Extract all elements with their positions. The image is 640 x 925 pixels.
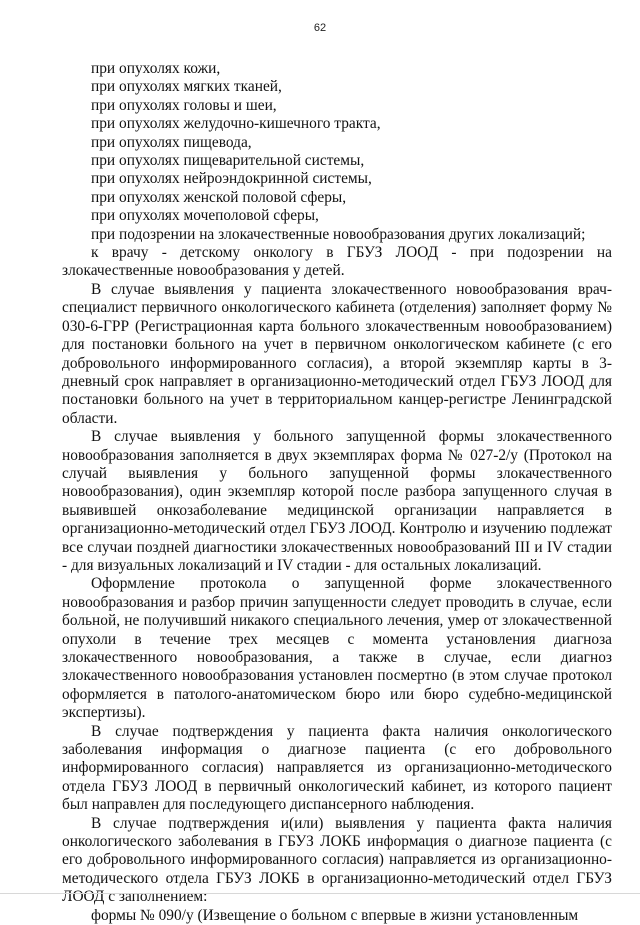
- paragraph-confirmation-lokb: В случае подтверждения и(или) выявления у пациента факта наличия онкологического заболевания в ГБУЗ ЛОКБ информация о диагнозе пациента (с его добровольного информированного согласия) направляется из организационно-методического отдела ГБУЗ ЛОКБ в организационно-методический отдел ГБУЗ ЛООД с заполнением:: [62, 814, 612, 906]
- document-body: [62, 60, 612, 925]
- list-item: при опухолях кожи,: [91, 60, 221, 77]
- list-item: при опухолях головы и шеи,: [91, 96, 277, 114]
- page-bottom-divider: [0, 893, 640, 894]
- list-item: при опухолях женской половой сферы,: [91, 188, 347, 206]
- list-item: при опухолях нейроэндокринной системы,: [91, 170, 372, 188]
- list-item: при опухолях пищевода,: [91, 133, 252, 151]
- paragraph-registration: В случае выявления у пациента злокачественного новообразования врач-специалист первичного онкологического кабинета (отделения) заполняет форму № 030-6-ГРР (Регистрационная карта больного злокачественным новообразованием) для постановки больного на учет в первичном онкологическом кабинете (с его добровольного информированного согласия), а второй экземпляр карты в 3-дневный срок направляет в организационно-методический отдел ГБУЗ ЛООД для постановки больного на учет в территориальном канцер-регистре Ленинградской области.: [62, 280, 612, 427]
- list-item: при опухолях мягких тканей,: [91, 78, 282, 96]
- list-item: при опухолях мочеполовой сферы,: [91, 207, 319, 225]
- list-item: при подозрении на злокачественные новообразования других локализаций;: [91, 225, 586, 243]
- paragraph-protocol: Оформление протокола о запущенной форме злокачественного новообразования и разбор причин запущенности следует проводить в случае, если больной, не получивший никакого специального лечения, умер от злокачественной опухоли в течение трех месяцев с момента установления диагноза злокачественного новообразования, а также в случае, если диагноз злокачественного новообразования установлен посмертно (в этом случае протокол оформляется в патолого-анатомическом бюро или бюро судебно-медицинской экспертизы).: [62, 575, 612, 722]
- page-number: 62: [313, 22, 327, 34]
- list-item: при опухолях пищеварительной системы,: [91, 152, 365, 170]
- paragraph-confirmation-lood: В случае подтверждения у пациента факта наличия онкологического заболевания информация о диагнозе пациента (с его добровольного информированного согласия) направляется из организационно-методического отдела ГБУЗ ЛООД в первичный онкологический кабинет, из которого пациент был направлен для последующего диспансерного наблюдения.: [62, 722, 612, 814]
- list-item: при опухолях желудочно-кишечного тракта,: [91, 115, 381, 133]
- paragraph-advanced-case: В случае выявления у больного запущенной формы злокачественного новообразования заполняется в двух экземплярах форма № 027-2/у (Протокол на случай выявления у больного запущенной формы злокачественного новообразования), один экземпляр которой после разбора запущенного случая в выявившей онкозаболевание медицинской организации направляется в организационно-методический отдел ГБУЗ ЛООД. Контролю и изучению подлежат все случаи поздней диагностики злокачественных новообразований III и IV стадии - для визуальных локализаций и IV стадии - для остальных локализаций.: [62, 428, 612, 574]
- paragraph-form-090: формы № 090/у (Извещение о больном с впервые в жизни установленным: [91, 906, 579, 924]
- paragraph-pediatric-referral: к врачу - детскому онкологу в ГБУЗ ЛООД - при подозрении на злокачественные новообразования у детей.: [62, 244, 612, 280]
